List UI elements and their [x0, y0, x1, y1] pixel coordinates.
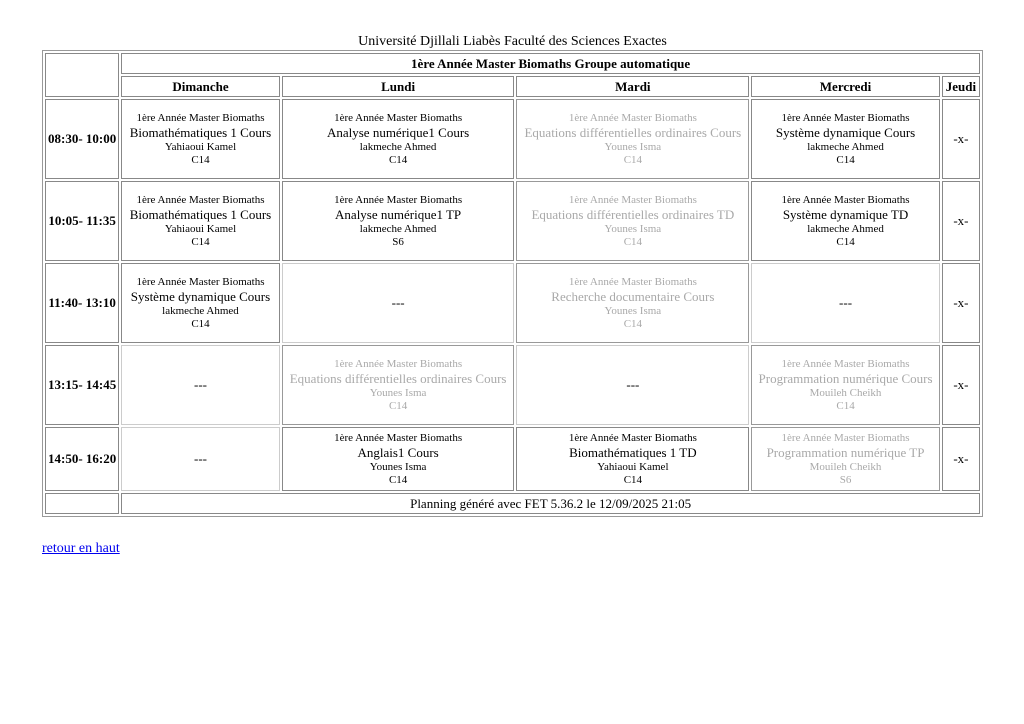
- course-room: S6: [392, 235, 404, 248]
- course-room: C14: [836, 399, 855, 412]
- timetable-caption: Université Djillali Liabès Faculté des Sciences Exactes: [358, 34, 667, 49]
- course-cell: [282, 427, 515, 491]
- course-room: C14: [191, 235, 210, 248]
- time-slot: 13:15- 14:45: [45, 345, 119, 425]
- course-cell: [751, 345, 940, 425]
- course-cell: [516, 181, 749, 261]
- course-cell: [516, 427, 749, 491]
- course-cell: [121, 263, 280, 343]
- course-room: C14: [388, 153, 408, 166]
- course-cell: [121, 99, 280, 179]
- unavailable-cell: -x-: [942, 181, 980, 261]
- unavailable-cell: -x-: [942, 263, 980, 343]
- course-subgroup: 1ère Année Master Biomaths: [334, 431, 463, 444]
- back-to-top-link[interactable]: retour en haut: [42, 541, 120, 556]
- time-row: [45, 345, 980, 425]
- course-subgroup: 1ère Année Master Biomaths: [334, 111, 463, 124]
- course-subgroup: 1ère Année Master Biomaths: [136, 111, 265, 124]
- course-subject: Analyse numérique1 TP: [335, 206, 462, 222]
- course-subgroup: 1ère Année Master Biomaths: [568, 193, 697, 206]
- unavailable-cell: -x-: [942, 99, 980, 179]
- empty-cell: ---: [751, 263, 940, 343]
- time-slot: 10:05- 11:35: [45, 181, 119, 261]
- course-room: C14: [388, 399, 408, 412]
- course-cell: [282, 345, 515, 425]
- course-teacher: Younes Isma: [369, 460, 427, 473]
- unavailable-cell: -x-: [942, 427, 980, 491]
- course-teacher: lakmeche Ahmed: [807, 140, 884, 153]
- course-subject: Equations différentielles ordinaires Cours: [289, 370, 507, 386]
- course-room: C14: [623, 153, 643, 166]
- course-subject: Analyse numérique1 Cours: [326, 124, 470, 140]
- footer-corner-cell: [45, 493, 119, 514]
- course-room: C14: [836, 153, 855, 166]
- empty-cell: ---: [121, 427, 280, 491]
- course-subgroup: 1ère Année Master Biomaths: [781, 431, 910, 444]
- course-subject: Equations différentielles ordinaires Cours: [524, 124, 742, 140]
- course-room: C14: [623, 317, 643, 330]
- course-teacher: Yahiaoui Kamel: [164, 222, 237, 235]
- course-cell: [516, 263, 749, 343]
- course-teacher: lakmeche Ahmed: [359, 140, 437, 153]
- day-header-jeudi: Jeudi: [942, 76, 980, 97]
- day-header-mardi: Mardi: [516, 76, 749, 97]
- time-row: [45, 99, 980, 179]
- course-teacher: lakmeche Ahmed: [162, 304, 239, 317]
- course-room: C14: [623, 473, 643, 486]
- course-subject: Système dynamique TD: [782, 206, 909, 222]
- course-subject: Anglais1 Cours: [357, 444, 439, 460]
- day-header-mercredi: Mercredi: [751, 76, 940, 97]
- course-room: C14: [191, 317, 210, 330]
- course-subject: Equations différentielles ordinaires TD: [531, 206, 735, 222]
- course-subject: Biomathématiques 1 TD: [569, 444, 697, 460]
- course-cell: [282, 99, 515, 179]
- course-subgroup: 1ère Année Master Biomaths: [568, 111, 697, 124]
- course-teacher: Younes Isma: [369, 386, 427, 399]
- course-teacher: Mouileh Cheikh: [809, 386, 882, 399]
- course-teacher: lakmeche Ahmed: [359, 222, 437, 235]
- day-header-dimanche: Dimanche: [121, 76, 280, 97]
- course-subject: Biomathématiques 1 Cours: [129, 206, 272, 222]
- course-teacher: Younes Isma: [604, 304, 662, 317]
- empty-cell: ---: [516, 345, 749, 425]
- course-subgroup: 1ère Année Master Biomaths: [781, 193, 910, 206]
- course-subgroup: 1ère Année Master Biomaths: [568, 275, 697, 288]
- course-subgroup: 1ère Année Master Biomaths: [334, 357, 463, 370]
- course-cell: [121, 181, 280, 261]
- course-subgroup: 1ère Année Master Biomaths: [781, 357, 910, 370]
- course-teacher: lakmeche Ahmed: [807, 222, 884, 235]
- course-subject: Recherche documentaire Cours: [551, 288, 715, 304]
- course-cell: [516, 99, 749, 179]
- corner-cell: [45, 53, 119, 97]
- course-cell: [751, 181, 940, 261]
- time-slot: 08:30- 10:00: [45, 99, 119, 179]
- timetable: [42, 50, 983, 517]
- day-header-lundi: Lundi: [282, 76, 515, 97]
- course-room: S6: [839, 473, 852, 486]
- course-teacher: Yahiaoui Kamel: [597, 460, 669, 473]
- course-room: C14: [191, 153, 210, 166]
- course-room: C14: [388, 473, 408, 486]
- course-teacher: Younes Isma: [604, 222, 662, 235]
- group-title: 1ère Année Master Biomaths Groupe automatique: [121, 53, 980, 74]
- time-row: [45, 263, 980, 343]
- course-subject: Programmation numérique Cours: [758, 370, 933, 386]
- course-subject: Programmation numérique TP: [766, 444, 925, 460]
- course-subject: Système dynamique Cours: [775, 124, 916, 140]
- empty-cell: ---: [282, 263, 515, 343]
- course-teacher: Mouileh Cheikh: [809, 460, 882, 473]
- course-room: C14: [623, 235, 643, 248]
- course-subgroup: 1ère Année Master Biomaths: [136, 275, 265, 288]
- course-subgroup: 1ère Année Master Biomaths: [136, 193, 265, 206]
- time-slot: 11:40- 13:10: [45, 263, 119, 343]
- time-row: [45, 427, 980, 491]
- course-subgroup: 1ère Année Master Biomaths: [781, 111, 910, 124]
- course-subject: Système dynamique Cours: [130, 288, 271, 304]
- course-subgroup: 1ère Année Master Biomaths: [568, 431, 697, 444]
- time-row: [45, 181, 980, 261]
- course-teacher: Younes Isma: [604, 140, 662, 153]
- course-room: C14: [836, 235, 855, 248]
- course-cell: [751, 427, 940, 491]
- course-cell: [751, 99, 940, 179]
- time-slot: 14:50- 16:20: [45, 427, 119, 491]
- unavailable-cell: -x-: [942, 345, 980, 425]
- course-cell: [282, 181, 515, 261]
- course-subgroup: 1ère Année Master Biomaths: [334, 193, 463, 206]
- course-subject: Biomathématiques 1 Cours: [129, 124, 272, 140]
- course-teacher: Yahiaoui Kamel: [164, 140, 237, 153]
- empty-cell: ---: [121, 345, 280, 425]
- timetable-footer: Planning généré avec FET 5.36.2 le 12/09/2025 21:05: [121, 493, 980, 514]
